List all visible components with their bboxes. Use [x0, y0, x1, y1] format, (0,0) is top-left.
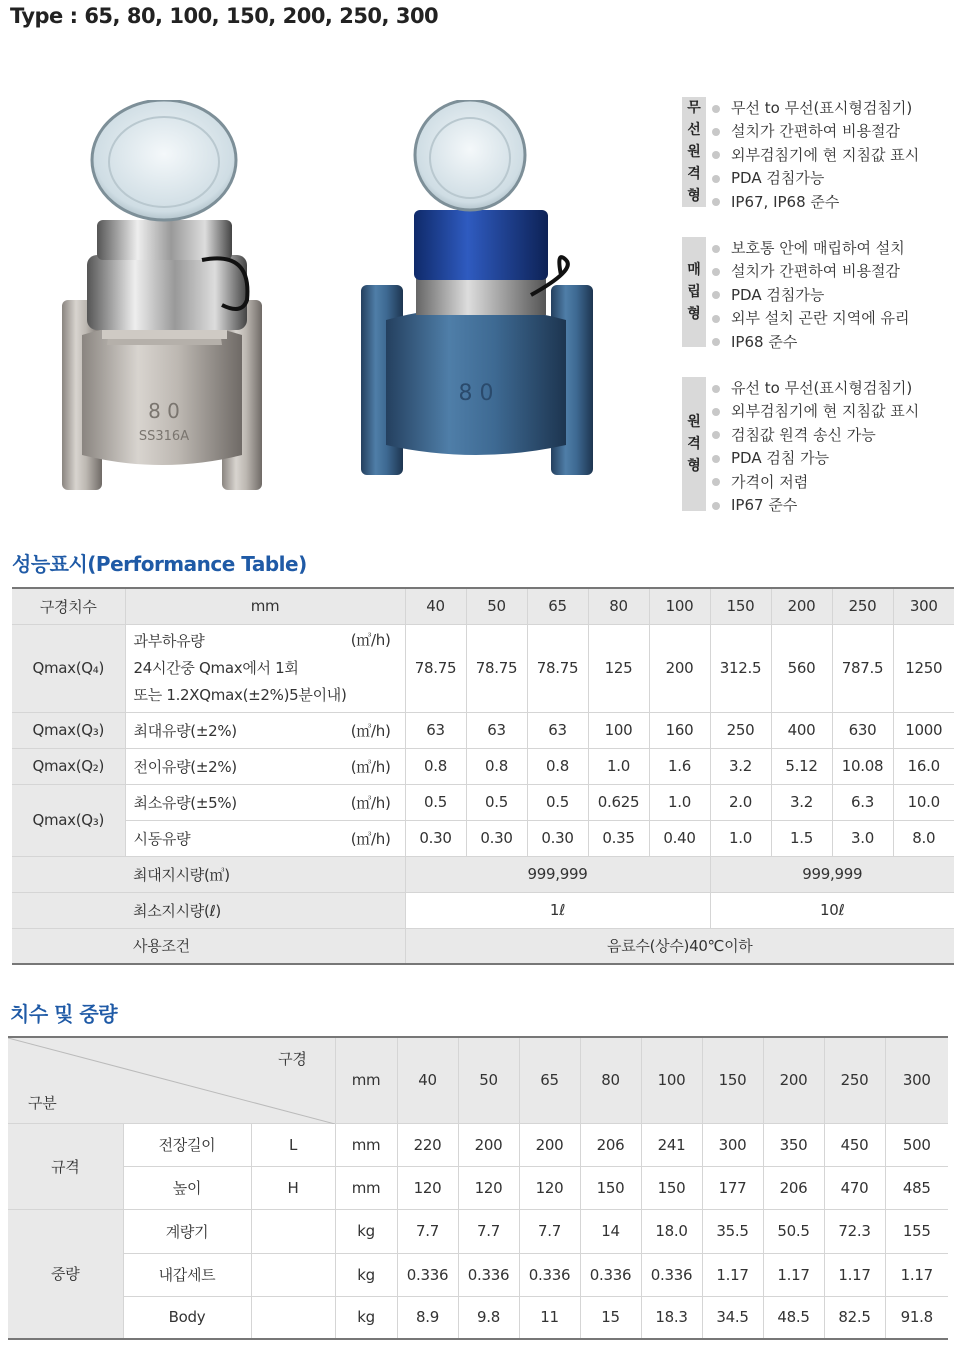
- size-header: 50: [458, 1037, 519, 1123]
- bullet-icon: [712, 478, 720, 486]
- cell-value: 34.5: [702, 1296, 763, 1339]
- badge-char: 형: [687, 188, 701, 204]
- spec-group-label: 규격: [8, 1123, 123, 1209]
- cell-value: 0.8: [466, 748, 527, 784]
- cell-value: 7.7: [458, 1209, 519, 1253]
- cell-value: 1.5: [771, 820, 832, 856]
- cell-value: 150: [641, 1166, 702, 1209]
- badge-char: 원: [687, 144, 701, 160]
- cell-value: 150: [580, 1166, 641, 1209]
- cell-value: 16.0: [893, 748, 954, 784]
- q4-line: 과부하유량: [133, 631, 205, 650]
- diagonal-header-cell: [8, 1037, 335, 1123]
- q2-description: 전이유량(±2%): [125, 748, 300, 784]
- table-row-inner-set-weight: [8, 1253, 948, 1296]
- max-reading-label-cell: [12, 856, 405, 892]
- max-reading-small: 999,999: [405, 856, 710, 892]
- cell-value: 177: [702, 1166, 763, 1209]
- cell-value: 470: [824, 1166, 885, 1209]
- cell-value: 200: [649, 624, 710, 712]
- cell-value: 6.3: [832, 784, 893, 820]
- feature-list: [712, 237, 909, 354]
- row-name: 높이: [123, 1166, 251, 1209]
- size-header: 200: [771, 588, 832, 624]
- unit-header: mm: [335, 1037, 397, 1123]
- feature-text: PDA 검침 가능: [731, 449, 830, 468]
- cell-value: 200: [458, 1123, 519, 1166]
- cell-value: 0.30: [405, 820, 466, 856]
- q3-label: Qmax(Q₃): [12, 712, 125, 748]
- max-reading-label: 최대지시량(㎥): [133, 865, 230, 884]
- feature-item: [712, 307, 909, 330]
- q1-label: Qmax(Q₃): [12, 784, 125, 856]
- size-header: 250: [824, 1037, 885, 1123]
- cell-value: 48.5: [763, 1296, 824, 1339]
- condition-label-cell: [12, 928, 405, 964]
- badge-char: 선: [687, 122, 701, 138]
- cell-value: 630: [832, 712, 893, 748]
- cell-value: 250: [710, 712, 771, 748]
- cell-value: 1.17: [763, 1253, 824, 1296]
- row-unit: mm: [335, 1166, 397, 1209]
- cell-value: 10.0: [893, 784, 954, 820]
- badge-buried: [682, 237, 706, 347]
- cell-value: 8.9: [397, 1296, 458, 1339]
- min-reading-label: 최소지시량(ℓ): [133, 901, 221, 920]
- bullet-icon: [712, 502, 720, 510]
- cell-value: 1.17: [824, 1253, 885, 1296]
- cell-value: 155: [885, 1209, 948, 1253]
- cell-value: 0.5: [466, 784, 527, 820]
- caliber-header: 구경치수: [12, 588, 125, 624]
- feature-item: [712, 167, 919, 190]
- size-header: 80: [580, 1037, 641, 1123]
- weight-group-label: 중량: [8, 1209, 123, 1339]
- q4-unit: (㎥/h): [300, 624, 405, 712]
- feature-item: [712, 400, 919, 423]
- cell-value: 206: [580, 1123, 641, 1166]
- cell-value: 0.336: [458, 1253, 519, 1296]
- feature-item: [712, 471, 919, 494]
- cell-value: 241: [641, 1123, 702, 1166]
- cell-value: 15: [580, 1296, 641, 1339]
- performance-table-title: 성능표시(Performance Table): [12, 552, 307, 576]
- size-header: 150: [710, 588, 771, 624]
- cell-value: 0.30: [466, 820, 527, 856]
- table-row-q2: [12, 748, 954, 784]
- badge-char: 매: [687, 262, 701, 278]
- cell-value: 0.5: [527, 784, 588, 820]
- cell-value: 1.6: [649, 748, 710, 784]
- max-reading-large: 999,999: [710, 856, 954, 892]
- cell-value: 300: [702, 1123, 763, 1166]
- min-reading-large: 10ℓ: [710, 892, 954, 928]
- cell-value: 72.3: [824, 1209, 885, 1253]
- table-row-q4: [12, 624, 954, 712]
- min-reading-label-cell: [12, 892, 405, 928]
- feature-item: [712, 284, 909, 307]
- feature-text: 유선 to 무선(표시형검침기): [731, 379, 913, 397]
- table-row-start-flow: [12, 820, 954, 856]
- cell-value: 63: [527, 712, 588, 748]
- table-row-length: [8, 1123, 948, 1166]
- cell-value: 1.0: [710, 820, 771, 856]
- feature-item: [712, 260, 909, 283]
- feature-text: PDA 검침가능: [731, 169, 825, 188]
- size-header: 65: [519, 1037, 580, 1123]
- dimensions-header-row: [8, 1037, 948, 1123]
- bullet-icon: [712, 338, 720, 346]
- cell-value: 91.8: [885, 1296, 948, 1339]
- category-label: 구분: [28, 1093, 57, 1112]
- cell-value: 78.75: [405, 624, 466, 712]
- cell-value: 0.336: [397, 1253, 458, 1296]
- table-row-q1-min: [12, 784, 954, 820]
- cell-value: 11: [519, 1296, 580, 1339]
- cell-value: 120: [458, 1166, 519, 1209]
- table-row-q3: [12, 712, 954, 748]
- row-unit: kg: [335, 1296, 397, 1339]
- bullet-icon: [712, 128, 720, 136]
- bullet-icon: [712, 198, 720, 206]
- cell-value: 0.625: [588, 784, 649, 820]
- min-reading-small: 1ℓ: [405, 892, 710, 928]
- cell-value: 5.12: [771, 748, 832, 784]
- table-row-condition: [12, 928, 954, 964]
- badge-char: 무: [687, 100, 701, 116]
- q3-description: 최대유량(±2%): [125, 712, 300, 748]
- cell-value: 0.5: [405, 784, 466, 820]
- q2-label: Qmax(Q₂): [12, 748, 125, 784]
- cell-value: 120: [519, 1166, 580, 1209]
- bullet-icon: [712, 291, 720, 299]
- size-header: 80: [588, 588, 649, 624]
- size-header: 40: [405, 588, 466, 624]
- bullet-icon: [712, 175, 720, 183]
- cell-value: 400: [771, 712, 832, 748]
- row-symbol: L: [251, 1123, 335, 1166]
- cell-value: 312.5: [710, 624, 771, 712]
- row-unit: mm: [335, 1123, 397, 1166]
- stainless-size-mark: 8 0: [148, 399, 180, 423]
- cell-value: 78.75: [466, 624, 527, 712]
- cell-value: 0.8: [405, 748, 466, 784]
- q3-unit: (㎥/h): [300, 712, 405, 748]
- cell-value: 0.40: [649, 820, 710, 856]
- condition-label: 사용조건: [133, 937, 190, 956]
- bullet-icon: [712, 245, 720, 253]
- cell-value: 206: [763, 1166, 824, 1209]
- cell-value: 78.75: [527, 624, 588, 712]
- cell-value: 63: [466, 712, 527, 748]
- page-title: Type : 65, 80, 100, 150, 200, 250, 300: [10, 4, 439, 28]
- row-name: 계량기: [123, 1209, 251, 1253]
- feature-text: 외부검침기에 현 지침값 표시: [731, 145, 920, 164]
- bullet-icon: [712, 315, 720, 323]
- min-flow-unit: (㎥/h): [300, 784, 405, 820]
- badge-char: 형: [687, 458, 701, 474]
- bullet-icon: [712, 151, 720, 159]
- table-row-height: [8, 1166, 948, 1209]
- cell-value: 1.17: [885, 1253, 948, 1296]
- cell-value: 450: [824, 1123, 885, 1166]
- feature-item: [712, 97, 919, 120]
- badge-wireless-remote: [682, 97, 706, 207]
- dimensions-table-title: 치수 및 중량: [10, 1002, 118, 1026]
- badge-char: 형: [687, 306, 701, 322]
- cell-value: 18.3: [641, 1296, 702, 1339]
- performance-table: [12, 587, 954, 965]
- badge-char: 격: [687, 166, 701, 182]
- cell-value: 0.336: [519, 1253, 580, 1296]
- badge-char: 립: [687, 284, 701, 300]
- badge-char: 원: [687, 414, 701, 430]
- feature-item: [712, 447, 919, 470]
- feature-text: PDA 검침가능: [731, 285, 825, 304]
- feature-text: 무선 to 무선(표시형검침기): [731, 99, 913, 117]
- condition-value: 음료수(상수)40℃이하: [405, 928, 954, 964]
- cell-value: 0.35: [588, 820, 649, 856]
- bullet-icon: [712, 385, 720, 393]
- feature-item: [712, 237, 909, 260]
- cell-value: 63: [405, 712, 466, 748]
- q4-line: 24시간중 Qmax에서 1회: [133, 658, 299, 677]
- cell-value: 3.2: [771, 784, 832, 820]
- feature-text: IP67, IP68 준수: [731, 192, 840, 211]
- cell-value: 9.8: [458, 1296, 519, 1339]
- size-header: 100: [649, 588, 710, 624]
- cell-value: 0.8: [527, 748, 588, 784]
- stainless-material-mark: SS316A: [138, 429, 190, 444]
- bullet-icon: [712, 431, 720, 439]
- feature-text: IP67 준수: [731, 495, 798, 514]
- feature-text: 설치가 간편하여 비용절감: [731, 122, 900, 141]
- size-header: 50: [466, 588, 527, 624]
- blue-size-mark: 8 0: [458, 381, 494, 406]
- feature-text: 보호통 안에 매립하여 설치: [731, 239, 905, 257]
- cell-value: 50.5: [763, 1209, 824, 1253]
- blue-meter-image: [356, 100, 601, 485]
- table-row-max-reading: [12, 856, 954, 892]
- size-header: 100: [641, 1037, 702, 1123]
- cell-value: 18.0: [641, 1209, 702, 1253]
- row-name: 전장길이: [123, 1123, 251, 1166]
- cell-value: 200: [519, 1123, 580, 1166]
- cell-value: 500: [885, 1123, 948, 1166]
- feature-item: [712, 144, 919, 167]
- cell-value: 0.336: [641, 1253, 702, 1296]
- row-unit: kg: [335, 1209, 397, 1253]
- q4-label: Qmax(Q₄): [12, 624, 125, 712]
- bullet-icon: [712, 268, 720, 276]
- cell-value: 125: [588, 624, 649, 712]
- cell-value: 3.2: [710, 748, 771, 784]
- size-header: 250: [832, 588, 893, 624]
- feature-list: [712, 377, 919, 517]
- feature-item: [712, 191, 919, 214]
- cell-value: 100: [588, 712, 649, 748]
- cell-value: 7.7: [397, 1209, 458, 1253]
- bullet-icon: [712, 408, 720, 416]
- feature-text: 설치가 간편하여 비용절감: [731, 262, 900, 281]
- feature-text: 외부검침기에 현 지침값 표시: [731, 402, 920, 421]
- q2-unit: (㎥/h): [300, 748, 405, 784]
- cell-value: 220: [397, 1123, 458, 1166]
- table-row-min-reading: [12, 892, 954, 928]
- q4-description: [125, 624, 347, 712]
- caliber-label: 구경: [278, 1050, 307, 1068]
- row-symbol: [251, 1296, 335, 1339]
- cell-value: 82.5: [824, 1296, 885, 1339]
- row-unit: kg: [335, 1253, 397, 1296]
- size-header: 40: [397, 1037, 458, 1123]
- start-flow-description: 시동유량: [125, 820, 300, 856]
- feature-item: [712, 377, 919, 400]
- cell-value: 1000: [893, 712, 954, 748]
- size-header: 300: [893, 588, 954, 624]
- feature-item: [712, 494, 919, 517]
- feature-text: 외부 설치 곤란 지역에 유리: [731, 309, 910, 328]
- row-symbol: [251, 1209, 335, 1253]
- cell-value: 3.0: [832, 820, 893, 856]
- cell-value: 14: [580, 1209, 641, 1253]
- start-flow-unit: (㎥/h): [300, 820, 405, 856]
- cell-value: 1.17: [702, 1253, 763, 1296]
- cell-value: 120: [397, 1166, 458, 1209]
- feature-text: 가격이 저렴: [731, 472, 809, 491]
- feature-text: 검침값 원격 송신 가능: [731, 425, 876, 444]
- cell-value: 0.336: [580, 1253, 641, 1296]
- bullet-icon: [712, 105, 720, 113]
- row-name: Body: [123, 1296, 251, 1339]
- bullet-icon: [712, 455, 720, 463]
- table-row-meter-weight: [8, 1209, 948, 1253]
- table-row-body-weight: [8, 1296, 948, 1339]
- stainless-meter-image: [42, 100, 287, 495]
- size-header: 200: [763, 1037, 824, 1123]
- cell-value: 2.0: [710, 784, 771, 820]
- feature-item: [712, 331, 909, 354]
- cell-value: 35.5: [702, 1209, 763, 1253]
- cell-value: 1.0: [649, 784, 710, 820]
- performance-header-row: [12, 588, 954, 624]
- feature-text: IP68 준수: [731, 332, 798, 351]
- cell-value: 160: [649, 712, 710, 748]
- q4-line: 또는 1.2XQmax(±2%)5분이내): [133, 685, 347, 704]
- feature-list: [712, 97, 919, 214]
- dimensions-table: [8, 1036, 948, 1340]
- size-header: 300: [885, 1037, 948, 1123]
- cell-value: 560: [771, 624, 832, 712]
- size-header: 65: [527, 588, 588, 624]
- unit-header: mm: [125, 588, 405, 624]
- badge-remote: [682, 377, 706, 511]
- cell-value: 787.5: [832, 624, 893, 712]
- min-flow-description: 최소유량(±5%): [125, 784, 300, 820]
- feature-item: [712, 424, 919, 447]
- row-name: 내갑세트: [123, 1253, 251, 1296]
- row-symbol: [251, 1253, 335, 1296]
- cell-value: 7.7: [519, 1209, 580, 1253]
- badge-char: 격: [687, 436, 701, 452]
- cell-value: 8.0: [893, 820, 954, 856]
- size-header: 150: [702, 1037, 763, 1123]
- cell-value: 485: [885, 1166, 948, 1209]
- cell-value: 1.0: [588, 748, 649, 784]
- cell-value: 10.08: [832, 748, 893, 784]
- feature-item: [712, 120, 919, 143]
- cell-value: 350: [763, 1123, 824, 1166]
- row-symbol: H: [251, 1166, 335, 1209]
- cell-value: 0.30: [527, 820, 588, 856]
- cell-value: 1250: [893, 624, 954, 712]
